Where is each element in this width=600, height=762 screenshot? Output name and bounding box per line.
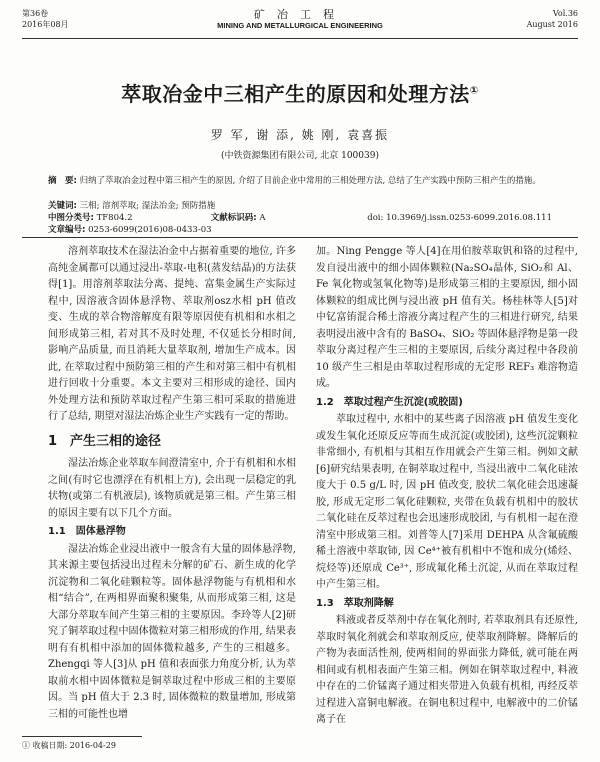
doi-text: 10.3969/j.issn.0253-6099.2016.08.111 — [386, 213, 552, 223]
abstract-label: 摘 要: — [48, 176, 77, 186]
clc-label: 中图分类号: — [48, 213, 94, 223]
left-column — [48, 244, 296, 723]
title-note-mark: ① — [469, 85, 479, 97]
title-text: 萃取冶金中三相产生的原因和处理方法 — [121, 82, 470, 106]
authors: 罗 军, 谢 添, 姚 刚, 袁喜振 — [210, 128, 390, 142]
abstract-text: 归纳了萃取冶金过程中第三相产生的原因, 介绍了目前企业中常用的三相处理方法, 总结了生产实践中预防三相产生的措施。 — [79, 176, 541, 186]
journal-title-en: MINING AND METALLURGICAL ENGINEERING — [217, 21, 383, 30]
date-cn: 2016年08月 — [22, 20, 69, 29]
keywords-text: 三相; 溶剂萃取; 湿法冶金; 预防措施 — [79, 201, 216, 211]
footnote-rule — [22, 736, 142, 737]
divider — [22, 237, 578, 238]
article-no-text: 0253-6099(2016)08-0433-03 — [88, 225, 212, 235]
doccode-text: A — [259, 213, 266, 223]
header-right — [527, 8, 578, 30]
keywords-label: 关键词: — [48, 201, 77, 211]
abstract — [48, 175, 552, 188]
section-1-heading: 1 产生三相的途径 — [48, 433, 162, 449]
section-1-3-heading: 1.3 萃取剂降解 — [316, 597, 394, 609]
affiliation: (中铁资源集团有限公司, 北京 100039) — [221, 151, 379, 161]
section-1-paragraph: 湿法冶炼企业萃取车间澄清室中, 介于有机相和水相之间(有时它也漂浮在有机相上方), 会出现一层稳定的乳状物(或第二有机液层), 该物质就是第三相。产生第三相的原因主要有以下几个方面。 — [48, 458, 296, 519]
section-1-2-paragraph: 萃取过程中, 水相中的某些离子因溶液 pH 值发生变化或发生氧化还原反应等而生成沉淀(或胶团), 这些沉淀颗粒非常细小, 有机相与其相互作用就会产生第三相。例如文献[6]研究结果表明, 在铜萃取过程中, 当浸出液中二氧化硅浓度大于 0.5 g/L 时, 因 pH 值改变, 胶状二氧化硅会迅速凝胶, 形成无定形二氧化硅颗粒, 夹带在负载有机相中的胶状二氧化硅在反萃过程也会迅速形成胶团, 与有机相一起在澄清室中形成第三相。刘普等人[7]采用 DEHPA 从含氟硫酸稀土溶液中萃取铈, 因 Ce⁴⁺被有机相中不饱和成分(烯烃、烷烃等)还原成 Ce³⁺, 形成氟化稀土沉淀, 从而在萃取过程中产生第三相。 — [316, 414, 578, 590]
journal-title-cn: 矿冶工程 — [254, 8, 346, 21]
intro-paragraph: 溶剂萃取技术在湿法冶金中占据着重要的地位, 许多高纯金属都可以通过浸出-萃取-电积(蒸发结晶)的方法获得[1]。用溶剂萃取法分离、提纯、富集金属生产实际过程中, 因溶液含固体悬浮物、萃取剂osz水相 pH 值改变、生成的萃合物溶解度有限等原因使有机相和水相之间形成第三相, 若对其不及时处理, 不仅延长分相时间, 影响产品质量, 而且消耗大量萃取剂, 增加生产成本。因此, 在萃取过程中预防第三相的产生和对第三相中有机相进行回收十分重要。本文主要对三相形成的途径、国内外处理方法和预防萃取过程产生第三相可采取的措施进行了总结, 期望对湿法冶炼企业生产实践有一定的帮助。 — [48, 246, 296, 422]
page-header — [22, 6, 578, 39]
continued-paragraph: 加。Ning Pengge 等人[4]在用伯胺萃取钒和铬的过程中, 发自浸出液中的细小固体颗粒(Na₂SO₄晶体, SiO₂和 Al、Fe 氧化物或氢氧化物等)是形成第三相的主要原因, 细小固体颗粒的组成比例与浸出液 pH 值有关。杨桂林等人[5]对中钇富铕混合稀土溶液分离过程产生的三相进行研究, 结果表明浸出液中含有的 BaSO₄、SiO₂ 等固体悬浮物是第一段萃取分离过程产生三相的主要原因, 后续分离过程中各段前 10 级产生三相是由萃取过程形成的无定形 REF₃ 难溶物造成。 — [316, 246, 578, 389]
volume-en: Vol.36 — [552, 9, 578, 18]
clc-text: TF804.2 — [96, 213, 133, 223]
section-1-1-paragraph: 湿法冶炼企业浸出液中一般含有大量的固体悬浮物, 其来源主要包括浸出过程未分解的矿石、新生成的化学沉淀物和二氧化硅颗粒等。固体悬浮物能与有机相和水相“结合”, 在两相界面聚积聚集, 从而形成第三相, 这是大部分萃取车间产生第三相的主要原因。李玲等人[2]研究了铜萃取过程中固体微粒对第三相形成的作用, 结果表明有有机相中添加的固体微粒越多, 产生的三相越多。Zhengqi 等人[3]从 pH 值和表面张力角度分析, 认为萃取前水相中固体微粒是铜萃取过程中形成三相的主要原因。当 pH 值大于 2.3 时, 固体微粒的数量增加, 形成第三相的可能性也增 — [48, 543, 296, 720]
right-column — [316, 244, 578, 729]
article-number — [48, 224, 552, 237]
doi-label: doi: — [367, 213, 384, 223]
doccode-label: 文献标识码: — [210, 213, 257, 223]
date-en: August 2016 — [526, 20, 578, 29]
section-1-2-heading: 1.2 萃取过程产生沉淀(或胶固) — [316, 396, 463, 408]
article-title — [0, 78, 600, 107]
section-1-1-heading: 1.1 固体悬浮物 — [48, 526, 126, 537]
article-no-label: 文章编号: — [48, 225, 86, 235]
section-1-3-paragraph: 料液或者反萃剂中存在氧化剂时, 若萃取剂具有还原性, 萃取时氧化剂就会和萃取剂反应, 使萃取剂降解。降解后的产物为表面活性剂, 使两相间的界面张力降低, 就可能在两相间或有机相表面产生第三相。例如在铜萃取过程中, 料液中存在的二价锰离子通过相夹带进入负载有机相, 再经反萃过程进入富铜电解液。在铜电积过程中, 电解液中的二价锰离子在 — [316, 615, 578, 725]
footnote: ① 收稿日期: 2016-04-29 — [22, 741, 116, 750]
volume-cn: 第36卷 — [22, 9, 49, 18]
